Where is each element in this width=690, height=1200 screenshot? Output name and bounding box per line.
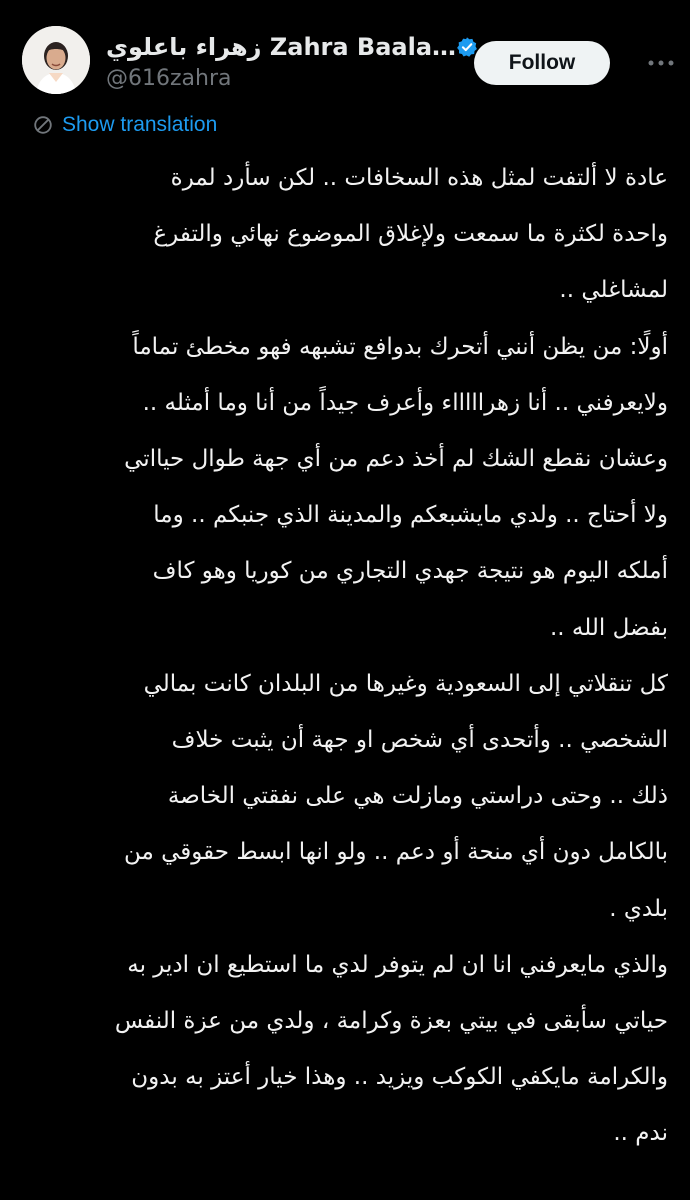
show-translation-link[interactable] <box>32 110 217 140</box>
more-options-icon[interactable] <box>646 48 676 78</box>
display-name[interactable]: زهراء باعلوي Zahra Baala… <box>106 33 457 61</box>
tweet-paragraph: عادة لا ألتفت لمثل هذه السخافات .. لكن سأرد لمرة واحدة لكثرة ما سمعت ولإغلاق الموضوع نهائي والتفرغ لمشاغلي .. <box>153 165 668 304</box>
translate-icon <box>32 114 54 136</box>
tweet-paragraph: والذي مايعرفني انا ان لم يتوفر لدي ما استطيع ان ادير به حياتي سأبقى في بيتي بعزة وكرامة ، ولدي من عزة النفس والكرامة مايكفي الكوكب ويزيد .. وهذا خيار أعتز به بدون ندم .. <box>114 951 668 1147</box>
avatar[interactable] <box>22 26 90 94</box>
tweet-paragraph: كل تنقلاتي إلى السعودية وغيرها من البلدان كانت بمالي الشخصي .. وأتحدى أي شخص او جهة أن يثبت خلاف ذلك .. وحتى دراستي ومازلت هي على نفقتي الخاصة بالكامل دون أي منحة أو دعم .. ولو انها ابسط حقوقي من بلدي . <box>123 670 668 922</box>
avatar-portrait-icon <box>22 26 90 94</box>
follow-button[interactable]: Follow <box>474 41 610 85</box>
tweet-text <box>28 150 668 1162</box>
tweet-header <box>22 26 672 96</box>
name-row <box>106 30 486 64</box>
tweet-paragraph: أولًا: من يظن أنني أتحرك بدوافع تشبهه فهو مخطئ تماماً ولايعرفني .. أنا زهراااااء وأعرف جيداً من أنا وما أمثله .. وعشان نقطع الشك لم أخذ دعم من أي جهة طوال حيااتي ولا أحتاج .. ولدي مايشبعكم والمدينة الذي جنبكم .. وما أملكه اليوم هو نتيجة جهدي التجاري من كوريا وهو كاف بفضل الله .. <box>124 333 668 641</box>
show-translation-label: Show translation <box>62 113 218 136</box>
user-handle[interactable]: @616zahra <box>106 66 232 91</box>
